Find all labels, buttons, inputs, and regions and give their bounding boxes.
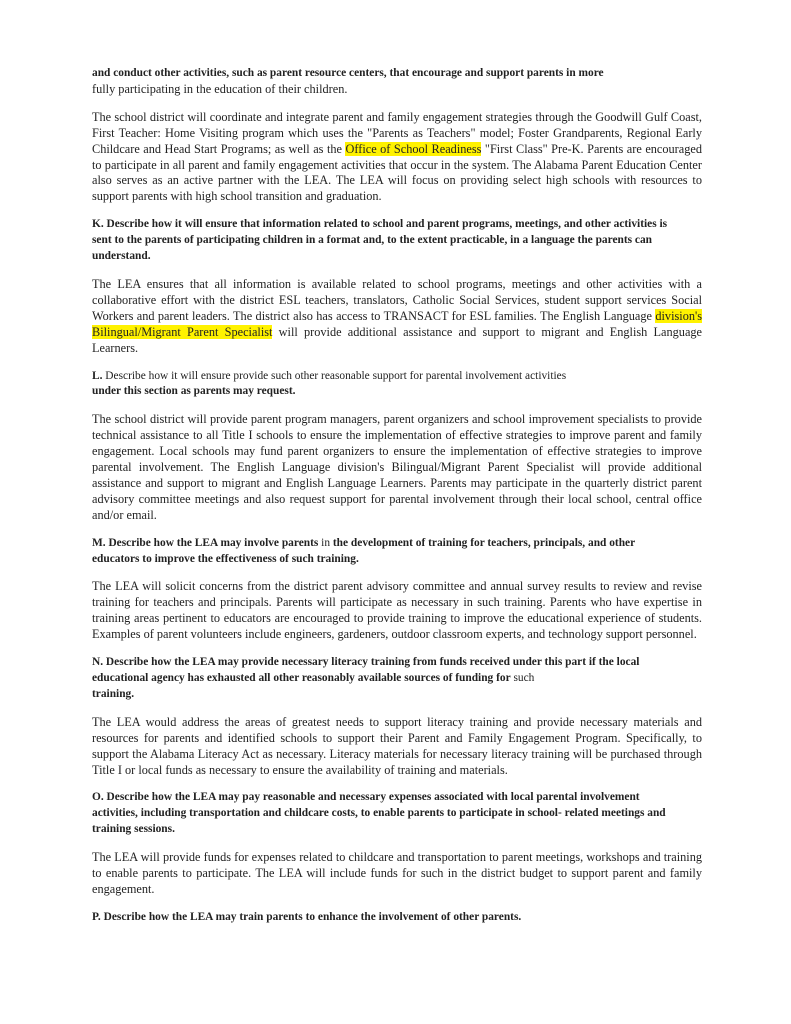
paragraph-coordination bbox=[92, 110, 702, 205]
answer-k bbox=[92, 277, 702, 357]
question-n-normal: such bbox=[510, 672, 535, 684]
question-n bbox=[92, 655, 677, 703]
intro-bold-text: and conduct other activities, such as parent resource centers, that encourage and support parents in more bbox=[92, 67, 604, 79]
document-page bbox=[92, 66, 702, 926]
answer-l-text: The school district will provide parent program managers, parent organizers and school improvement specialists to provide technical assistance to all Title I schools to ensure the implementation of effective strategies to improve parent and family engagement. Local schools may fund parent organizers to ensure the implementation of effective strategies to improve parental involvement. The English Language division's Bilingual/Migrant Parent Specialist will provide additional assistance and support to migrant and English Language Learners. Parents may participate in the quarterly district parent advisory committee meetings and also request support for parental involvement through their local school, central office and/or email. bbox=[92, 412, 702, 522]
answer-k-start: The LEA ensures that all information is available related to school programs, meetings and other activities with a collaborative effort with the district ESL teachers, translators, Catholic Social Services, student support services Social Workers and parent leaders. The district also has access to TRANSACT for ESL families. The English Language bbox=[92, 276, 702, 323]
question-m-normal: in bbox=[318, 536, 333, 549]
answer-o-text: The LEA will provide funds for expenses related to childcare and transportation to parent meetings, workshops and training to enable parents to participate. The LEA will include funds for such in the district budget to support parent and family engagement. bbox=[92, 850, 702, 896]
question-o bbox=[92, 790, 667, 838]
intro-normal-text: fully participating in the education of their children. bbox=[92, 81, 348, 96]
highlight-bilingual-specialist: division's Bilingual/Migrant Parent Specialist bbox=[92, 308, 702, 339]
question-m-bold2: the development of training for teachers, principals, and other educators to improve the effectiveness of such training. bbox=[92, 536, 635, 565]
question-k bbox=[92, 217, 677, 265]
intro-continuation-bold bbox=[92, 66, 672, 82]
intro-continuation bbox=[92, 82, 702, 98]
question-m bbox=[92, 536, 677, 568]
highlight-office-school-readiness: Office of School Readiness bbox=[345, 141, 482, 156]
answer-m bbox=[92, 579, 702, 643]
question-l-bold: under this section as parents may request. bbox=[92, 385, 296, 398]
question-p-text: P. Describe how the LEA may train parents to enhance the involvement of other parents. bbox=[92, 910, 522, 923]
answer-n-text: The LEA would address the areas of greatest needs to support literacy training and provide necessary materials and resources for parents and identified schools to support their Parent and Family Engagement Program. Specifically, to support the Alabama Literacy Act as necessary. Literacy materials for necessary literacy training will be purchased through Title I or local funds as necessary to ensure the availability of training and materials. bbox=[92, 714, 702, 777]
paragraph-coordination-end: "First Class" Pre-K. Parents are encouraged to participate in all parent and family engagement activities that occur in the system. The Alabama Parent Education Center also serves as an active partner with the LEA. The LEA will focus on providing select high schools with resources to support parents with high school transition and graduation. bbox=[92, 141, 702, 204]
answer-m-text: The LEA will solicit concerns from the district parent advisory committee and annual survey results to review and revise training for teachers and principals. Parents will participate as necessary in such training. Parents who have expertise in training areas pertinent to educators are encouraged to provide training to improve the educational experience of students. Examples of parent volunteers include engineers, gardeners, outdoor classroom experts, and technology support personnel. bbox=[92, 579, 702, 642]
question-n-bold2: training. bbox=[92, 687, 135, 700]
answer-o bbox=[92, 850, 702, 898]
question-k-text: K. Describe how it will ensure that information related to school and parent programs, meetings, and other activities is sent to the parents of participating children in a format and, to the extent practicable, in a language the parents can understand. bbox=[92, 218, 668, 263]
paragraph-coordination-start: The school district will coordinate and integrate parent and family engagement strategies through the Goodwill Gulf Coast, First Teacher: Home Visiting program which uses the "Parents as Teachers" model; Foster Grandparents, Regional Early Childcare and Head Start Programs; as well as the bbox=[92, 109, 702, 156]
question-l-letter: L. bbox=[92, 369, 103, 382]
question-l bbox=[92, 369, 672, 401]
question-n-bold1: N. Describe how the LEA may provide necessary literacy training from funds received under this part if the local educational agency has exhausted all other reasonably available sources of funding for bbox=[92, 656, 640, 684]
question-m-bold1: M. Describe how the LEA may involve parents bbox=[92, 536, 319, 549]
question-p bbox=[92, 910, 702, 926]
answer-k-end: will provide additional assistance and support to migrant and English Language Learners. bbox=[92, 324, 703, 355]
answer-n bbox=[92, 715, 702, 779]
answer-l bbox=[92, 412, 702, 523]
question-o-text: O. Describe how the LEA may pay reasonable and necessary expenses associated with local parental involvement activities, including transportation and childcare costs, to enable parents to participate in school- related meetings and training sessions. bbox=[92, 791, 666, 836]
question-l-normal: Describe how it will ensure provide such other reasonable support for parental involvement activities bbox=[102, 369, 567, 382]
